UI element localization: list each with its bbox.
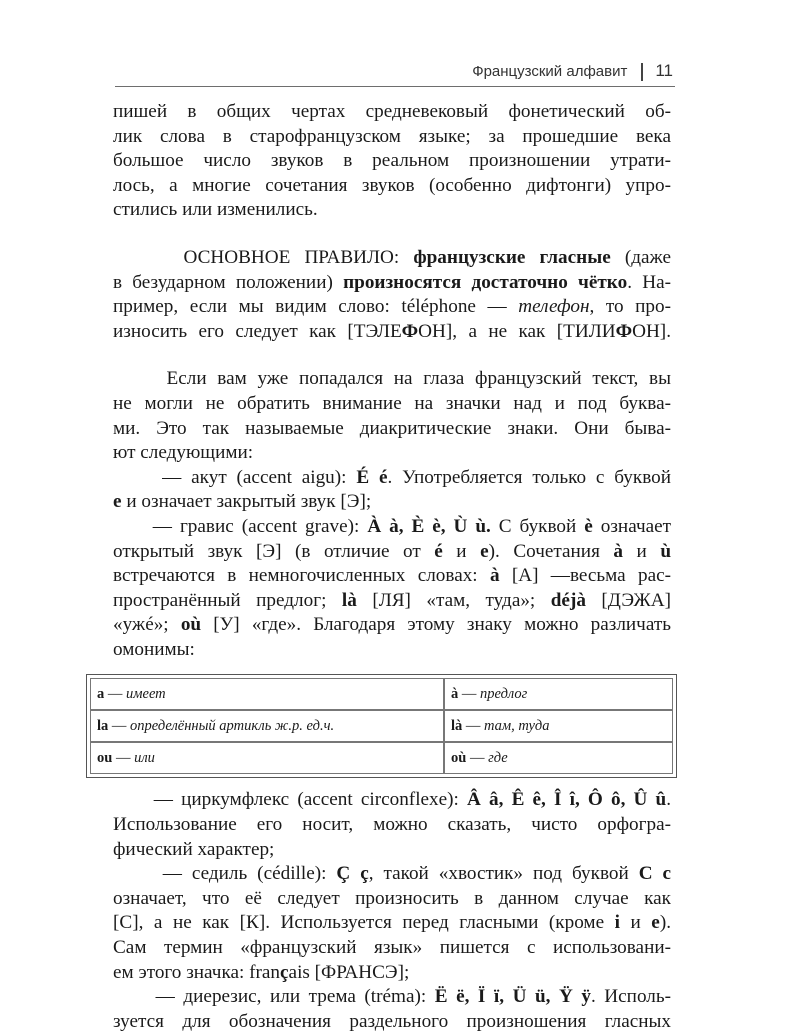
table-cell: a — имеет (90, 678, 444, 710)
text-line: означает, что её следует произносить в данном случае как (113, 887, 671, 909)
page-body (97, 100, 672, 1034)
text-line: — акут (accent aigu): É é. Употребляется только с буквой (162, 466, 671, 488)
text-line: «ужé»; où [У] «где». Благодаря этому знаку можно различать (113, 614, 671, 636)
header-separator (641, 63, 643, 81)
table-row (90, 710, 673, 742)
paragraph-diacritics-intro (113, 367, 671, 465)
table-cell: là — там, туда (444, 710, 673, 742)
text-line: лик слова в старофранцузском языке; за прошедшие века (113, 125, 671, 147)
table-cell: où — где (444, 742, 673, 774)
text-line: пример, если мы видим слово: téléphone — телефон, то про- (113, 296, 671, 318)
item-trema (113, 985, 671, 1034)
table-cell: ou — или (90, 742, 444, 774)
paragraph-rule (113, 246, 671, 344)
paragraph-intro (113, 100, 671, 223)
text-line: в безударном положении) произносятся достаточно чётко. На- (113, 271, 672, 293)
text-line: лось, а многие сочетания звуков (особенно дифтонги) упро- (113, 174, 671, 196)
text-line: — диерезис, или трема (tréma): Ë ë, Ï ï, Ü ü, Ÿ ÿ. Исполь- (155, 986, 671, 1008)
table-row (90, 678, 673, 710)
item-circonflexe (113, 788, 671, 862)
table-cell: la — определённый артикль ж.р. ед.ч. (90, 710, 444, 742)
text-line: пишей в общих чертах средневековый фонетический об- (113, 101, 671, 122)
homonyms-table (86, 674, 677, 778)
text-line: зуется для обозначения раздельного произношения гласных (113, 1010, 671, 1032)
text-line: омонимы: (113, 638, 195, 660)
text-line: Сам термин «французский язык» пишется с использовани- (113, 937, 671, 959)
table-row (90, 742, 673, 774)
text-line: Если вам уже попадался на глаза французский текст, вы (166, 368, 671, 390)
text-line: ОСНОВНОЕ ПРАВИЛО: французские гласные (даже (183, 246, 672, 268)
page-number: 11 (655, 61, 673, 80)
text-line: не могли не обратить внимание на значки над и под буква- (113, 392, 671, 414)
text-line: ют следующими: (113, 442, 254, 464)
text-line: — гравис (accent grave): À à, È è, Ù ù. С буквой è означает (152, 515, 672, 537)
text-line: ем этого значка: français [ФРАНСЭ]; (113, 961, 410, 983)
text-line: Использование его носит, можно сказать, чисто орфогра- (113, 814, 671, 836)
text-line: открытый звук [Э] (в отличие от é и e). Сочетания à и ù (113, 540, 671, 562)
text-line: встречаются в немногочисленных словах: à [А] —весьма рас- (113, 565, 671, 587)
table-cell: à — предлог (444, 678, 673, 710)
text-line: [С], а не как [К]. Используется перед гласными (кроме i и e). (113, 912, 671, 934)
text-line: ми. Это так называемые диакритические знаки. Они быва- (113, 417, 671, 439)
text-line: стились или изменились. (113, 199, 318, 221)
item-cedille (113, 862, 671, 985)
item-grave (113, 515, 671, 663)
header-title: Французский алфавит (472, 63, 628, 80)
text-line: пространённый предлог; là [ЛЯ] «там, туда»; déjà [ДЭЖА] (113, 589, 671, 611)
text-line: фический характер; (113, 838, 275, 860)
text-line: большое число звуков в реальном произношении утрати- (113, 150, 671, 172)
text-line: износить его следует как [ТЭЛЕФОН], а не как [ТИЛИФОН]. (113, 320, 671, 342)
text-line: — седиль (cédille): Ç ç, такой «хвостик» под буквой C c (162, 863, 672, 885)
text-line: — циркумфлекс (accent circonflexe): Â â, Ê ê, Î î, Ô ô, Û û. (153, 789, 671, 811)
text-line: e и означает закрытый звук [Э]; (113, 491, 372, 513)
item-aigu (113, 466, 671, 515)
running-header (115, 56, 675, 87)
